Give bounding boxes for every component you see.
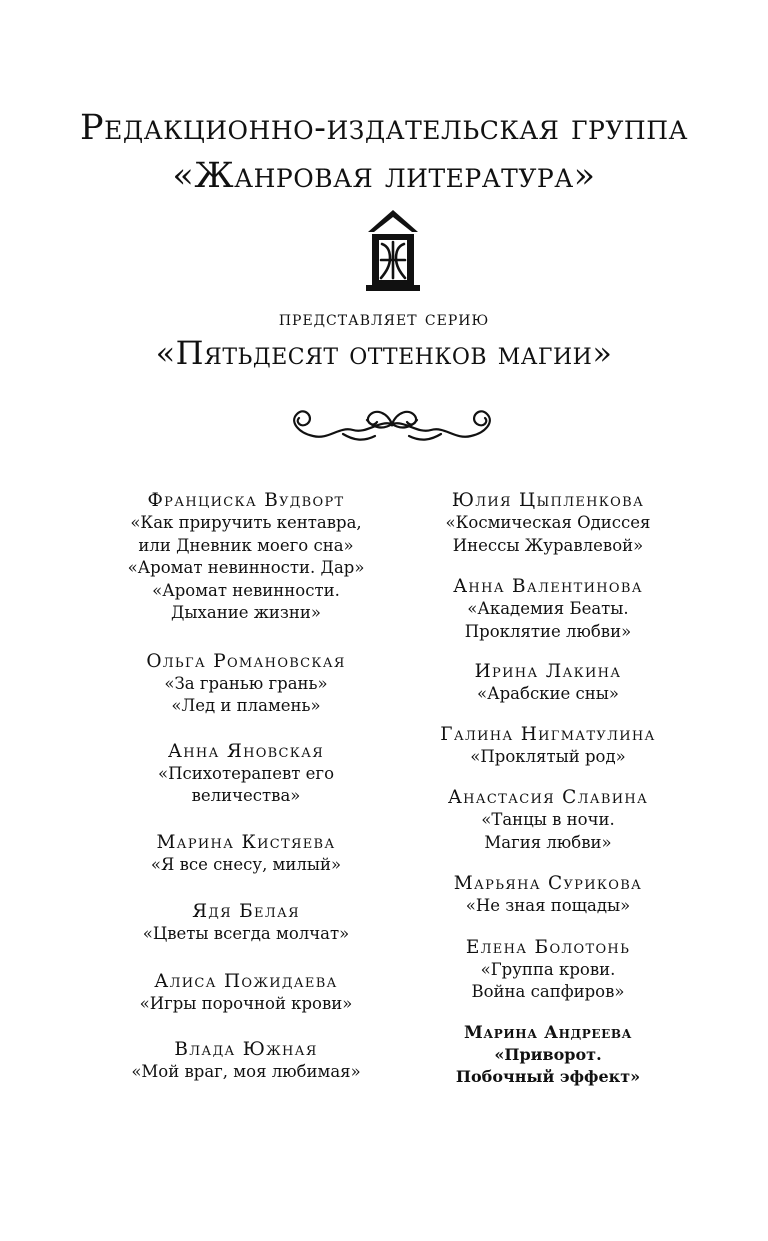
book-title-line: «Я все снесу, милый» <box>150 854 342 874</box>
book-title-line: Инессы Журавлевой» <box>452 535 644 555</box>
book-title-line: «Аромат невинности. Дар» <box>127 558 365 577</box>
flourish-divider-icon <box>283 400 501 448</box>
author-name: Ирина Лакина <box>474 661 622 682</box>
author-name: Юлия Цыпленкова <box>451 490 645 511</box>
book-entry <box>96 651 396 718</box>
right-column-book-list <box>398 490 698 1089</box>
book-title-line: «Не зная пощады» <box>465 896 631 915</box>
author-name: Ядя Белая <box>192 901 300 922</box>
author-name: Марьяна Сурикова <box>453 873 643 894</box>
author-name: Франциска Вудворт <box>147 490 345 511</box>
book-entry <box>96 971 396 1016</box>
book-title-line: «Психотерапевт его <box>157 763 335 783</box>
book-title-line: «Мой враг, моя любимая» <box>131 1062 361 1081</box>
book-entry <box>398 937 698 1004</box>
author-name: Галина Нигматулина <box>440 723 656 745</box>
author-name: Анна Яновская <box>167 740 325 762</box>
book-entry <box>398 490 698 557</box>
book-entry <box>398 661 698 706</box>
author-name: Елена Болотонь <box>465 936 631 958</box>
book-title-line: Побочный эффект» <box>455 1067 641 1086</box>
book-title-line: «Академия Беаты. <box>467 599 629 618</box>
book-entry <box>398 576 698 643</box>
book-title-line: величества» <box>191 786 301 805</box>
author-name: Марина Кистяева <box>156 831 336 853</box>
book-entry <box>96 490 396 625</box>
book-entry <box>96 832 396 877</box>
book-entry <box>96 741 396 808</box>
book-title-line: «Лед и пламень» <box>171 696 321 715</box>
book-title-line: Магия любви» <box>484 832 612 852</box>
book-entry <box>398 873 698 918</box>
book-title-line: «Как приручить кентавра, <box>130 513 362 532</box>
book-title-line: «Танцы в ночи. <box>481 810 615 829</box>
book-title-line: «Космическая Одиссея <box>445 513 651 532</box>
author-name: Марина Андреева <box>463 1022 633 1043</box>
book-title-line: «Группа крови. <box>480 959 616 979</box>
book-title-line: «Арабские сны» <box>477 684 619 703</box>
publisher-group-line: Редакционно-издательская группа <box>80 108 688 148</box>
author-name: Влада Южная <box>174 1039 318 1060</box>
book-entry <box>398 787 698 854</box>
publisher-imprint-line: «Жанровая литература» <box>172 156 596 196</box>
left-column-book-list <box>96 490 396 1084</box>
author-name: Ольга Романовская <box>146 650 346 672</box>
book-entry <box>96 901 396 946</box>
lantern-zh-icon <box>364 208 422 292</box>
book-title-line: «Приворот. <box>494 1044 602 1064</box>
series-title: «Пятьдесят оттенков магии» <box>155 334 613 372</box>
author-name: Алиса Пожидаева <box>154 970 338 992</box>
book-entry <box>96 1039 396 1084</box>
book-entry <box>398 1022 698 1089</box>
presents-series-label: представляет серию <box>278 306 490 330</box>
book-title-line: Дыхание жизни» <box>171 603 321 622</box>
author-name: Анна Валентинова <box>453 576 643 597</box>
author-name: Анастасия Славина <box>447 787 649 808</box>
book-entry <box>398 724 698 769</box>
book-title-line: «Проклятый род» <box>470 746 626 766</box>
book-title-line: «Аромат невинности. <box>152 580 340 600</box>
book-title-line: Война сапфиров» <box>471 982 625 1001</box>
book-title-line: «За гранью грань» <box>164 673 328 693</box>
book-title-line: «Игры порочной крови» <box>139 993 353 1013</box>
book-title-line: Проклятие любви» <box>464 621 632 641</box>
book-title-line: или Дневник моего сна» <box>138 535 354 555</box>
book-title-line: «Цветы всегда молчат» <box>142 924 350 943</box>
